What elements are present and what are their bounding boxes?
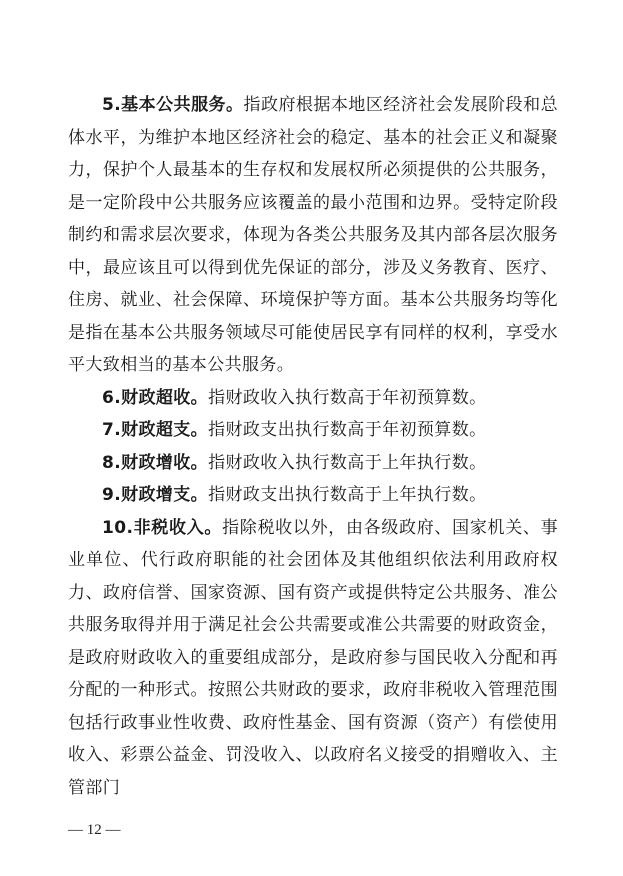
definition-fiscal-over-expenditure: 指财政支出执行数高于年初预算数。 [208,420,487,440]
paragraph-fiscal-over-expenditure [68,414,558,447]
term-fiscal-over-expenditure: 7.财政超支。 [102,420,209,440]
definition-non-tax-revenue: 指除税收以外，由各级政府、国家机关、事业单位、代行政府职能的社会团体及其他组织依法利用政府权力、政府信誉、国家资源、国有资产或提供特定公共服务、准公共服务取得并用于满足社会公共需要或准公共需要的财政资金，是政府财政收入的重要组成部分，是政府参与国民收入分配和再分配的一种形式。按照公共财政的要求，政府非税收入管理范围包括行政事业性收费、政府性基金、国有资源（资产）有偿使用收入、彩票公益金、罚没收入、以政府名义接受的捐赠收入、主管部门 [68,517,558,798]
term-fiscal-over-revenue: 6.财政超收。 [102,387,209,408]
paragraph-fiscal-over-revenue [68,382,558,415]
paragraph-basic-public-services [68,89,558,382]
term-fiscal-revenue-increase: 8.财政增收。 [102,452,209,473]
definition-basic-public-services: 指政府根据本地区经济社会发展阶段和总体水平，为维护本地区经济社会的稳定、基本的社会正义和凝聚力，保护个人最基本的生存权和发展权所必须提供的公共服务，是一定阶段中公共服务应该覆盖的最小范围和边界。受特定阶段制约和需求层次要求，体现为各类公共服务及其内部各层次服务中，最应该且可以得到优先保证的部分，涉及义务教育、医疗、住房、就业、社会保障、环境保护等方面。基本公共服务均等化是指在基本公共服务领域尽可能使居民享有同样的权利，享受水平大致相当的基本公共服务。 [68,95,558,375]
paragraph-non-tax-revenue [68,512,558,805]
definition-fiscal-revenue-increase: 指财政收入执行数高于上年执行数。 [208,452,487,473]
paragraph-fiscal-expenditure-increase [68,479,558,512]
definition-fiscal-expenditure-increase: 指财政支出执行数高于上年执行数。 [208,485,487,505]
page-number: — 12 — [68,822,121,838]
document-body [68,89,558,804]
definition-fiscal-over-revenue: 指财政收入执行数高于年初预算数。 [208,387,487,408]
term-non-tax-revenue: 10.非税收入。 [102,517,223,538]
paragraph-fiscal-revenue-increase [68,447,558,480]
term-basic-public-services: 5.基本公共服务。 [102,95,244,115]
term-fiscal-expenditure-increase: 9.财政增支。 [102,485,209,505]
